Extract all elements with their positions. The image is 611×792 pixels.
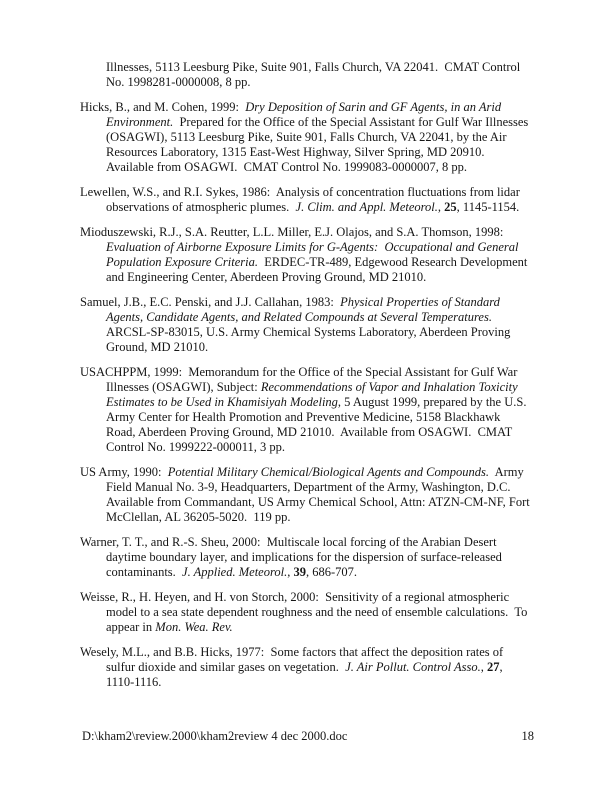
reference-entry xyxy=(80,365,532,455)
reference-text-plain: Illnesses, 5113 Leesburg Pike, Suite 901, Falls Church, VA 22041. CMAT Control No. 1998281-0000008, 8 pp. xyxy=(106,60,524,89)
reference-text-plain: , 686-707. xyxy=(305,565,358,579)
reference-text-plain: , 5 August 1999, prepared by the U.S. Army Center for Health Promotion and Preventive Medicine, 5158 Blackhawk Road, Aberdeen Proving Ground, MD 21010. Available from OSAGWI. CMAT Control No. 1999222-000011, 3 pp. xyxy=(106,395,529,454)
reference-text-plain: , xyxy=(437,200,445,214)
reference-text-italic: Recommendations of Vapor and Inhalation Toxicity Estimates to be Used in Khamisiyah Modeling xyxy=(106,380,521,409)
reference-text-plain: , 1110-1116. xyxy=(106,660,506,689)
reference-text-plain: , xyxy=(287,565,294,579)
reference-text-bold: 39 xyxy=(293,565,306,579)
reference-entry xyxy=(80,185,532,215)
reference-text-plain: Samuel, J.B., E.C. Penski, and J.J. Callahan, 1983: xyxy=(80,295,341,309)
reference-text-plain: Warner, T. T., and R.-S. Sheu, 2000: Multiscale local forcing of the Arabian Desert daytime boundary layer, and implications for the dispersion of surface-released contaminants. xyxy=(80,535,506,579)
reference-text-plain: ARCSL-SP-83015, U.S. Army Chemical Systems Laboratory, Aberdeen Proving Ground, MD 21010. xyxy=(106,310,514,354)
file-path: D:\kham2\review.2000\kham2review 4 dec 2000.doc xyxy=(82,729,348,743)
reference-entry xyxy=(80,100,532,175)
reference-text-plain: Army Field Manual No. 3-9, Headquarters, Department of the Army, Washington, D.C. Available from Commandant, US Army Chemical School, Attn: ATZN-CM-NF, Fort McClellan, AL 36205-5020. 119 pp. xyxy=(106,465,533,524)
reference-entry xyxy=(80,535,532,580)
reference-text-plain: Weisse, R., H. Heyen, and H. von Storch, 2000: Sensitivity of a regional atmospheric model to a sea state dependent roughness and the need of ensemble calculations. To appear in xyxy=(80,590,531,634)
reference-text-plain: , xyxy=(480,660,487,674)
reference-text-plain: , 1145-1154. xyxy=(456,200,520,214)
references-list xyxy=(80,60,532,700)
reference-text-italic: J. Clim. and Appl. Meteorol. xyxy=(295,200,438,214)
reference-text-italic: Mon. Wea. Rev. xyxy=(155,620,233,634)
reference-text-bold: 25 xyxy=(444,200,457,214)
reference-text-italic: Potential Military Chemical/Biological Agents and Compounds. xyxy=(167,465,490,479)
reference-text-italic: Evaluation of Airborne Exposure Limits for G-Agents: Occupational and General Population Exposure Criteria. xyxy=(106,240,522,269)
reference-entry xyxy=(80,645,532,690)
reference-text-plain: Prepared for the Office of the Special Assistant for Gulf War Illnesses (OSAGWI), 5113 Leesburg Pike, Suite 901, Falls Church, VA 22041, by the Air Resources Laboratory, 1315 East-West Highway, Silver Spring, MD 20910. Available from OSAGWI. CMAT Control No. 1999083-0000007, 8 pp. xyxy=(106,115,532,174)
reference-text-plain: Wesely, M.L., and B.B. Hicks, 1977: Some factors that affect the deposition rates of sulfur dioxide and similar gases on vegetation. xyxy=(80,645,507,674)
reference-text-bold: 27 xyxy=(486,660,500,674)
reference-text-plain: USACHPPM, 1999: Memorandum for the Office of the Special Assistant for Gulf War Illnesses (OSAGWI), Subject: xyxy=(80,365,521,394)
page-number: 18 xyxy=(521,729,534,743)
reference-text-plain: Lewellen, W.S., and R.I. Sykes, 1986: Analysis of concentration fluctuations from lidar observations of atmospheric plumes. xyxy=(80,185,523,214)
reference-text-italic: J. Applied. Meteorol. xyxy=(182,565,288,579)
reference-entry xyxy=(80,590,532,635)
reference-text-italic: Dry Deposition of Sarin and GF Agents, in an Arid Environment. xyxy=(106,100,505,129)
page-footer xyxy=(82,729,534,744)
reference-text-plain: ERDEC-TR-489, Edgewood Research Development and Engineering Center, Aberdeen Proving Ground, MD 21010. xyxy=(106,255,531,284)
reference-text-italic: J. Air Pollut. Control Asso. xyxy=(345,660,481,674)
reference-entry xyxy=(80,295,532,355)
reference-text-italic: Physical Properties of Standard Agents, Candidate Agents, and Related Compounds at Several Temperatures. xyxy=(106,295,503,324)
reference-entry xyxy=(80,465,532,525)
reference-text-plain: Hicks, B., and M. Cohen, 1999: xyxy=(80,100,246,114)
reference-text-plain: Mioduszewski, R.J., S.A. Reutter, L.L. Miller, E.J. Olajos, and S.A. Thomson, 1998: xyxy=(80,225,510,239)
reference-entry xyxy=(80,225,532,285)
reference-entry-continuation xyxy=(80,60,532,90)
reference-text-plain: US Army, 1990: xyxy=(80,465,168,479)
